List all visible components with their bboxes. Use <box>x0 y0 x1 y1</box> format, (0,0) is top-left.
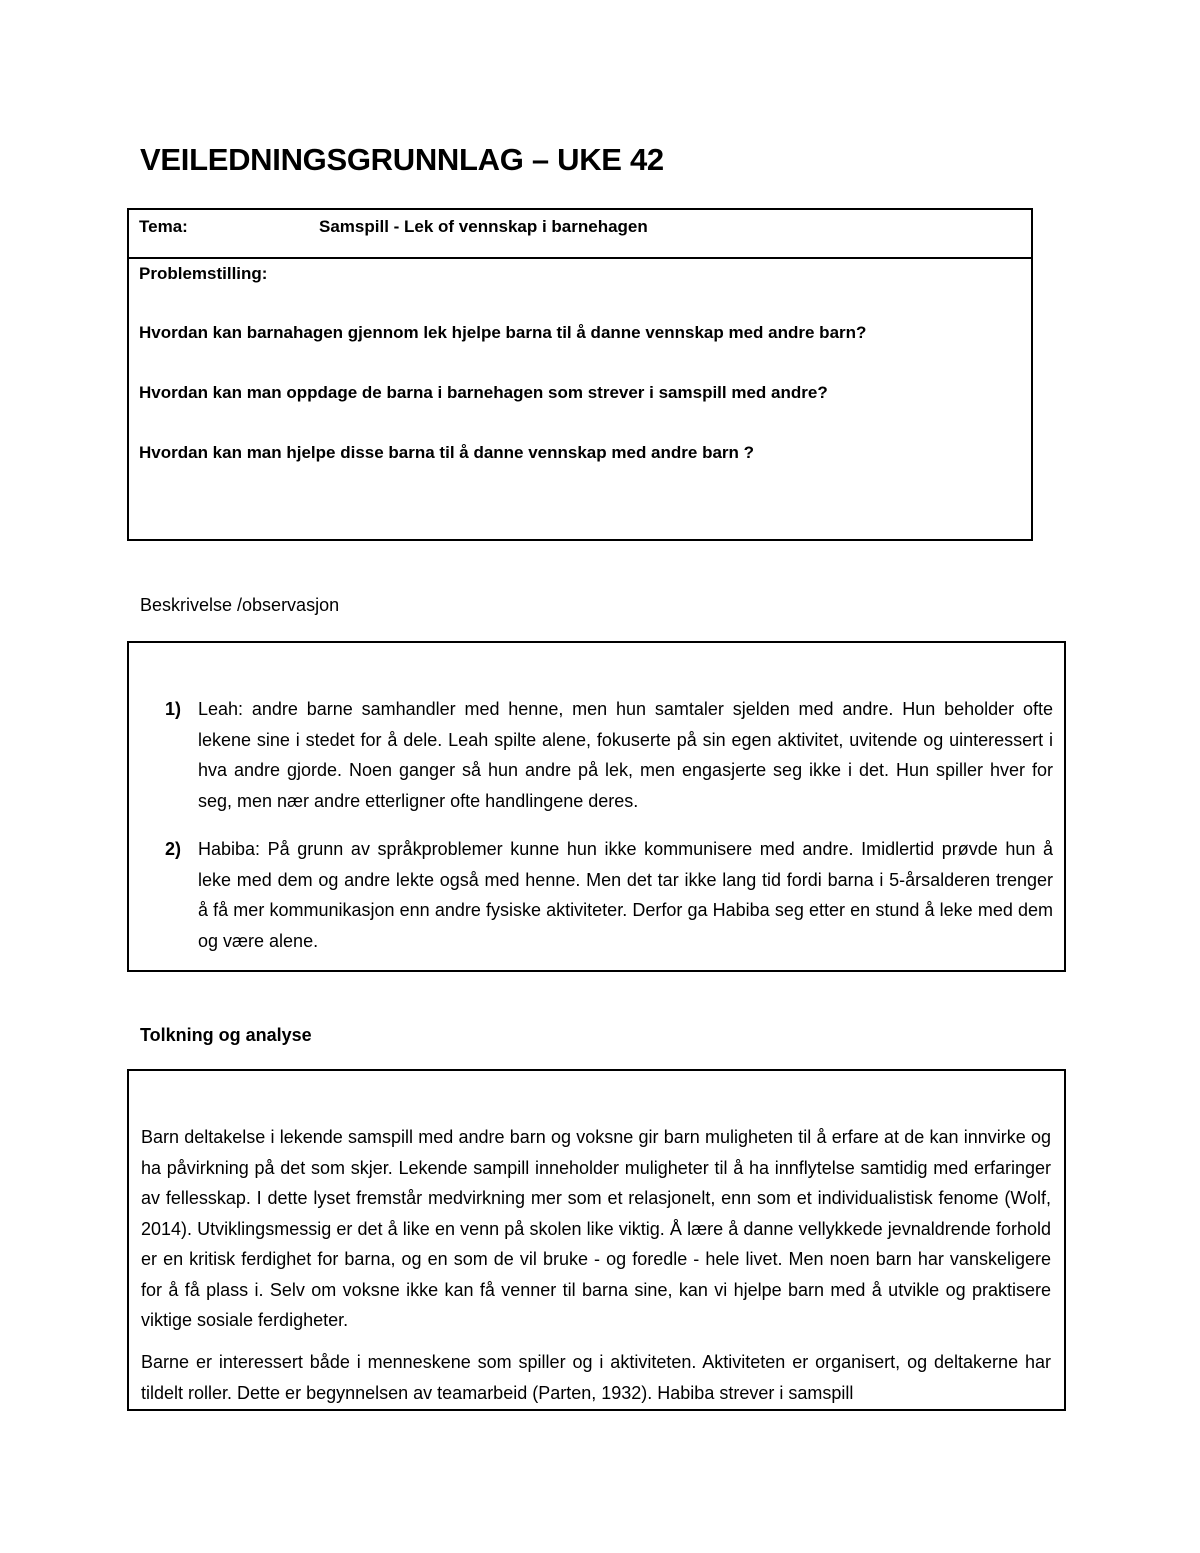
tolkning-heading: Tolkning og analyse <box>140 1025 312 1045</box>
tema-label: Tema: <box>139 217 188 236</box>
analysis-box <box>127 1069 1066 1411</box>
observation-text: Leah: andre barne samhandler med henne, men hun samtaler sjelden med andre. Hun beholder ofte lekene sine i stedet for å dele. Leah spilte alene, fokuserte på sin egen aktivitet, uvitende og uinteressert i hva andre gjorde. Noen ganger så hun andre på lek, men engasjerte seg ikke i det. Hun spiller hver for seg, men nær andre etterligner ofte handlingene deres. <box>198 699 1053 811</box>
tema-row <box>129 210 1031 259</box>
tema-table <box>127 208 1033 541</box>
question-3: Hvordan kan man hjelpe disse barna til å danne vennskap med andre barn ? <box>139 443 755 462</box>
tema-value: Samspill - Lek of vennskap i barnehagen <box>319 217 648 236</box>
beskrivelse-heading: Beskrivelse /observasjon <box>140 595 340 615</box>
observation-number: 2) <box>165 839 182 859</box>
observation-text: Habiba: På grunn av språkproblemer kunne hun ikke kommunisere med andre. Imidlertid prøvde hun å leke med dem og andre lekte også med henne. Men det tar ikke lang tid fordi barna i 5-årsalderen trenger å få mer kommunikasjon enn andre fysiske aktiviteter. Derfor ga Habiba seg etter en stund å leke med dem og være alene. <box>198 839 1053 951</box>
observation-item <box>165 834 1053 956</box>
observation-number: 1) <box>165 699 182 719</box>
observation-box <box>127 641 1066 972</box>
observation-item <box>165 694 1053 816</box>
question-2: Hvordan kan man oppdage de barna i barnehagen som strever i samspill med andre? <box>139 383 828 402</box>
question-1: Hvordan kan barnahagen gjennom lek hjelpe barna til å danne vennskap med andre barn? <box>139 323 867 342</box>
analysis-paragraph: Barne er interessert både i menneskene som spiller og i aktiviteten. Aktiviteten er organisert, og deltakerne har tildelt roller. Dette er begynnelsen av teamarbeid (Parten, 1932). Habiba strever i samspill <box>141 1352 1051 1403</box>
problemstilling-label: Problemstilling: <box>139 264 268 283</box>
analysis-paragraph: Barn deltakelse i lekende samspill med andre barn og voksne gir barn muligheten til å erfare at de kan innvirke og ha påvirkning på det som skjer. Lekende sampill inneholder muligheter til å ha innflytelse samtidig med erfaringer av fellesskap. I dette lyset fremstår medvirkning mer som et relasjonelt, enn som et individualistisk fenome (Wolf, 2014). Utviklingsmessig er det å like en venn på skolen like viktig. Å lære å danne vellykkede jevnaldrende forhold er en kritisk ferdighet for barna, og en som de vil bruke - og foredle - hele livet. Men noen barn har vanskeligere for å få plass i. Selv om voksne ikke kan få venner til barna sine, kan vi hjelpe barn med å utvikle og praktisere viktige sosiale ferdigheter. <box>141 1127 1051 1330</box>
page-title: VEILEDNINGSGRUNNLAG – UKE 42 <box>140 142 664 177</box>
